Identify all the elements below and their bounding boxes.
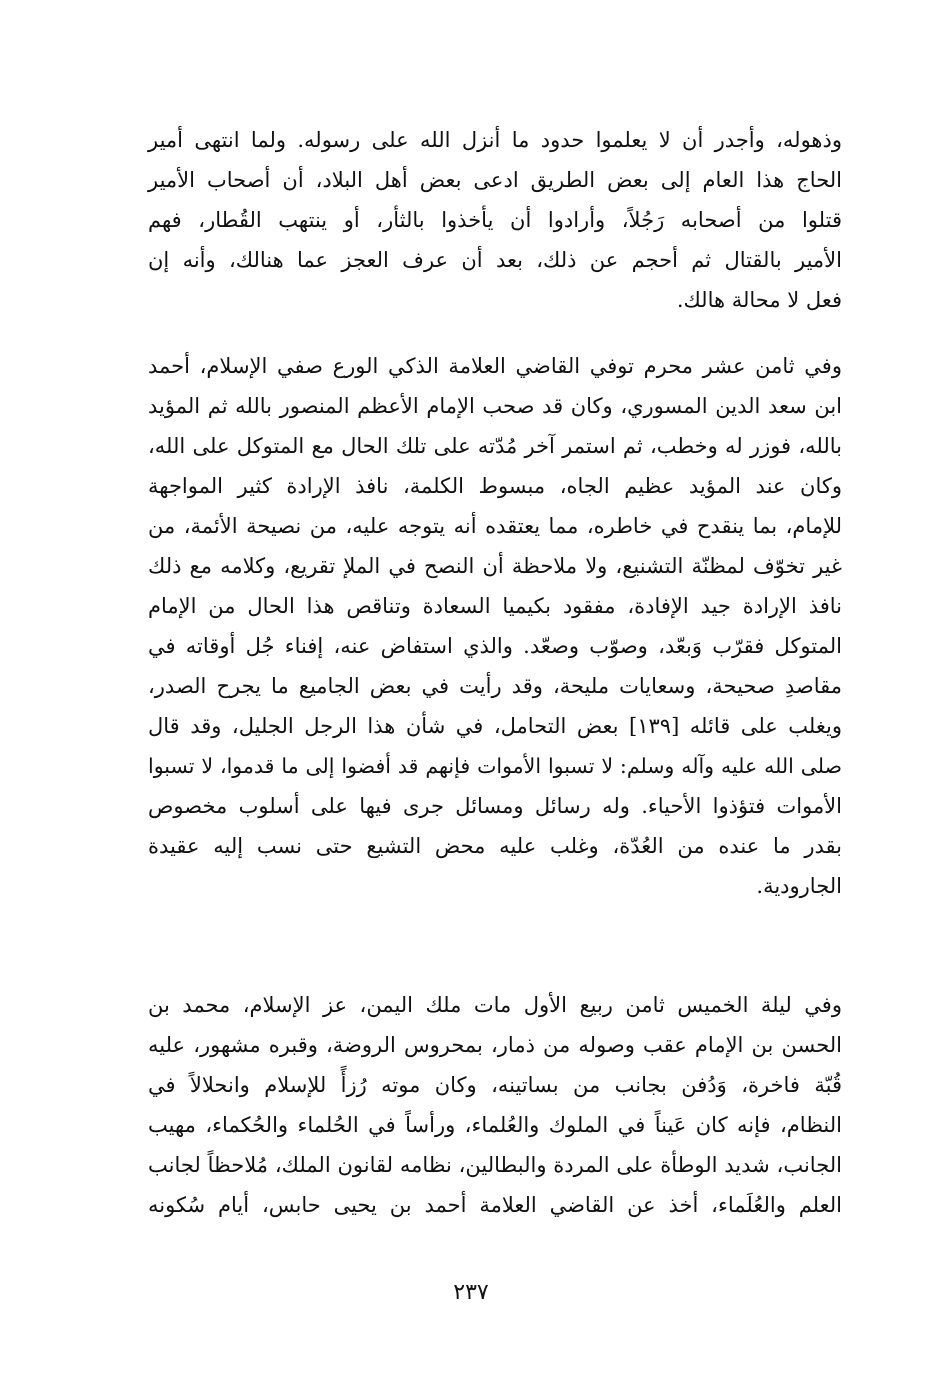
text-line: وكان عند المؤيد عظيم الجاه، مبسوط الكلمة، نافذ الإرادة كثير المواجهة — [148, 474, 842, 498]
text-line: الجانب، شديد الوطأة على المردة والبطالين، نظامه لقانون الملك، مُلاحظاً لجانب — [148, 1153, 842, 1177]
text-line: وفي ليلة الخميس ثامن ربيع الأول مات ملك اليمن، عز الإسلام، محمد بن — [148, 993, 842, 1017]
text-line: قُبّة فاخرة، وَدُفن بجانب من بساتينه، وكان موته رُزأً للإسلام وانحلالاً في — [148, 1073, 842, 1097]
text-line: الجارودية. — [756, 874, 842, 898]
text-line: بقدر ما عنده من العُدّة، وغلب عليه محض التشيع حتى نسب إليه عقيدة — [148, 834, 842, 858]
page-number: ٢٣٧ — [453, 1280, 489, 1305]
text-line: ويغلب على قائله [١٣٩] بعض التحامل، في شأن هذا الرجل الجليل، وقد قال — [148, 714, 842, 738]
text-line: صلى الله عليه وآله وسلم: لا تسبوا الأموات فإنهم قد أفضوا إلى ما قدموا، لا تسبوا — [148, 754, 842, 778]
text-line: المتوكل فقرّب وَبعّد، وصوّب وصعّد. والذي استفاض عنه، إفناء جُل أوقاته في — [148, 634, 842, 658]
text-line: الأمير بالقتال ثم أحجم عن ذلك، بعد أن عرف العجز عما هنالك، وأنه إن — [148, 248, 842, 272]
text-line: العلم والعُلَماء، أخذ عن القاضي العلامة أحمد بن يحيى حابس، أيام سُكونه — [148, 1193, 842, 1217]
text-line: فعل لا محالة هالك. — [676, 288, 842, 312]
text-line: مقاصدِ صحيحة، وسعايات مليحة، وقد رأيت في بعض الجاميع ما يجرح الصدر، — [148, 674, 842, 698]
text-line: نافذ الإرادة جيد الإفادة، مفقود بكيميا السعادة وتناقص هذا الحال من الإمام — [148, 594, 842, 618]
text-line: الحسن بن الإمام عقب وصوله من ذمار، بمحروس الروضة، وقبره مشهور، عليه — [148, 1033, 842, 1057]
text-line: وفي ثامن عشر محرم توفي القاضي العلامة الذكي الورع صفي الإسلام، أحمد — [148, 354, 842, 378]
text-line: بالله، فوزر له وخطب، ثم استمر آخر مُدّته على تلك الحال مع المتوكل على الله، — [148, 434, 842, 458]
text-line: الحاج هذا العام إلى بعض الطريق ادعى بعض أهل البلاد، أن أصحاب الأمير — [148, 168, 842, 192]
text-line: ابن سعد الدين المسوري، وكان قد صحب الإمام الأعظم المنصور بالله ثم المؤيد — [148, 394, 842, 418]
text-line: قتلوا من أصحابه رَجُلاً، وأرادوا أن يأخذوا بالثأر، أو ينتهب القُطار، فهم — [148, 208, 842, 232]
paragraph-1 — [148, 120, 842, 320]
text-line: وذهوله، وأجدر أن لا يعلموا حدود ما أنزل الله على رسوله. ولما انتهى أمير — [148, 128, 842, 152]
text-line: للإمام، بما ينقدح في خاطره، مما يعتقده أنه يتوجه عليه، من نصيحة الأئمة، من — [148, 514, 842, 538]
text-line: النظام، فإنه كان عَيناً في الملوك والعُلماء، ورأساً في الحُلماء والحُكماء، مهيب — [148, 1113, 842, 1137]
paragraph-2 — [148, 346, 842, 906]
text-line: غير تخوّف لمظنّة التشنيع، ولا ملاحظة أن النصح في الملإ تقريع، وكلامه مع ذلك — [148, 554, 842, 578]
text-line: الأموات فتؤذوا الأحياء. وله رسائل ومسائل جرى فيها على أسلوب مخصوص — [148, 794, 842, 818]
paragraph-3 — [148, 985, 842, 1225]
